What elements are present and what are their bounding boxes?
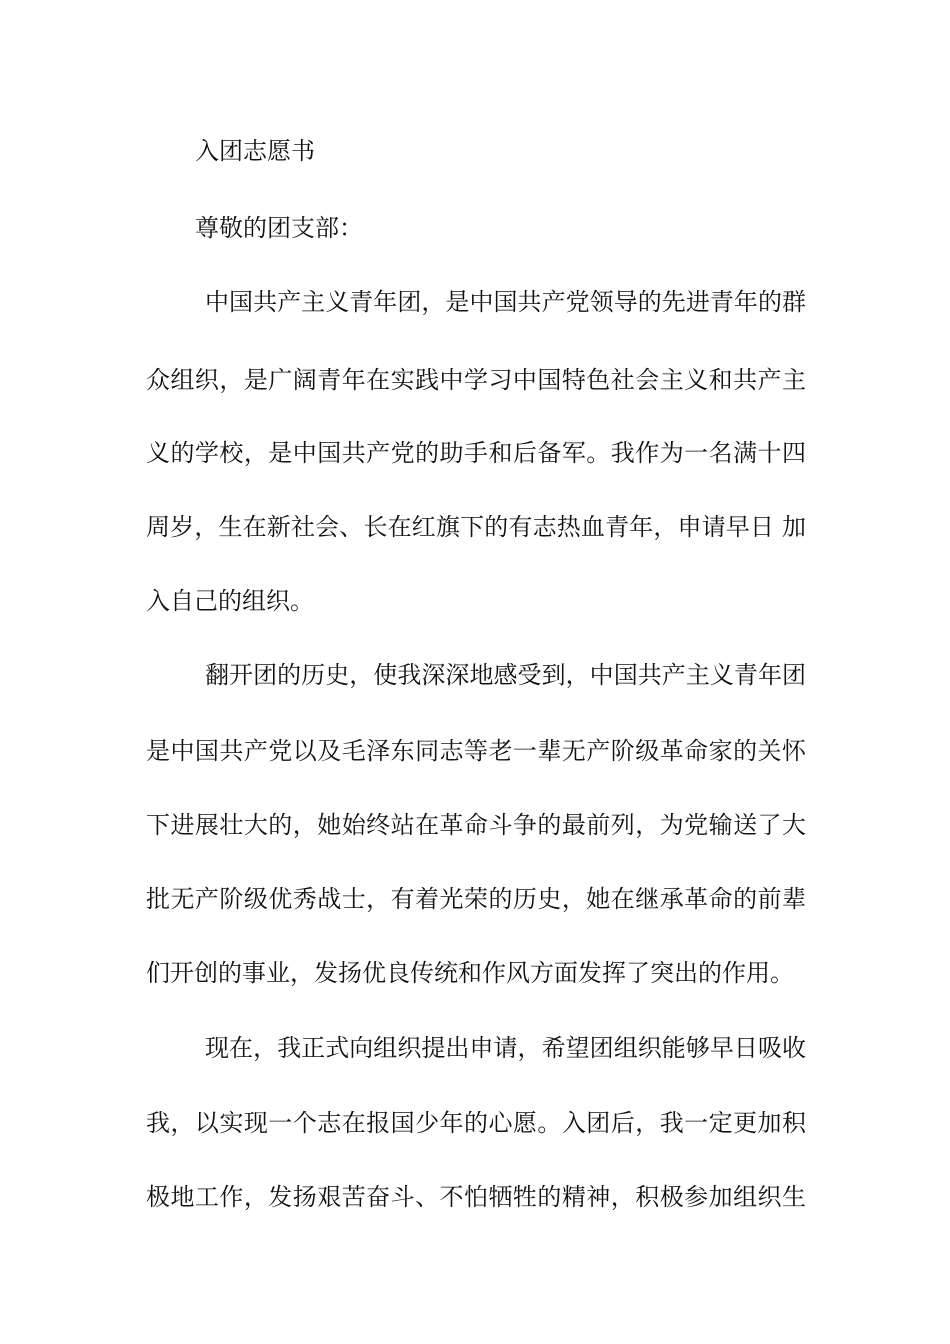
salutation: 尊敬的团支部： (195, 214, 363, 242)
paragraph-3-line-1: 现在，我正式向组织提出申请，希望团组织能够早日吸收 (205, 1034, 806, 1062)
paragraph-1-line-1: 中国共产主义青年团，是中国共产党领导的先进青年的群 (205, 288, 806, 316)
paragraph-2-line-3: 下进展壮大的，她始终站在革命斗争的最前列，为党输送了大 (146, 811, 806, 839)
paragraph-2-line-4: 批无产阶级优秀战士，有着光荣的历史，她在继承革命的前辈 (146, 885, 806, 913)
paragraph-3-line-3: 极地工作，发扬艰苦奋斗、不怕牺牲的精神，积极参加组织生 (146, 1183, 806, 1211)
paragraph-3-line-2: 我，以实现一个志在报国少年的心愿。入团后，我一定更加积 (146, 1109, 806, 1137)
paragraph-2-line-1: 翻开团的历史，使我深深地感受到，中国共产主义青年团 (205, 661, 806, 689)
paragraph-2-line-2: 是中国共产党以及毛泽东同志等老一辈无产阶级革命家的关怀 (146, 737, 806, 765)
paragraph-1-line-5: 入自己的组织。 (146, 587, 314, 615)
document-title: 入团志愿书 (195, 137, 315, 165)
paragraph-1-line-4: 周岁，生在新社会、长在红旗下的有志热血青年，申请早日 加 (146, 513, 806, 541)
paragraph-1-line-3: 义的学校，是中国共产党的助手和后备军。我作为一名满十四 (146, 439, 806, 467)
paragraph-1-line-2: 众组织，是广阔青年在实践中学习中国特色社会主义和共产主 (146, 366, 806, 394)
paragraph-2-line-5: 们开创的事业，发扬优良传统和作风方面发挥了突出的作用。 (146, 959, 794, 987)
